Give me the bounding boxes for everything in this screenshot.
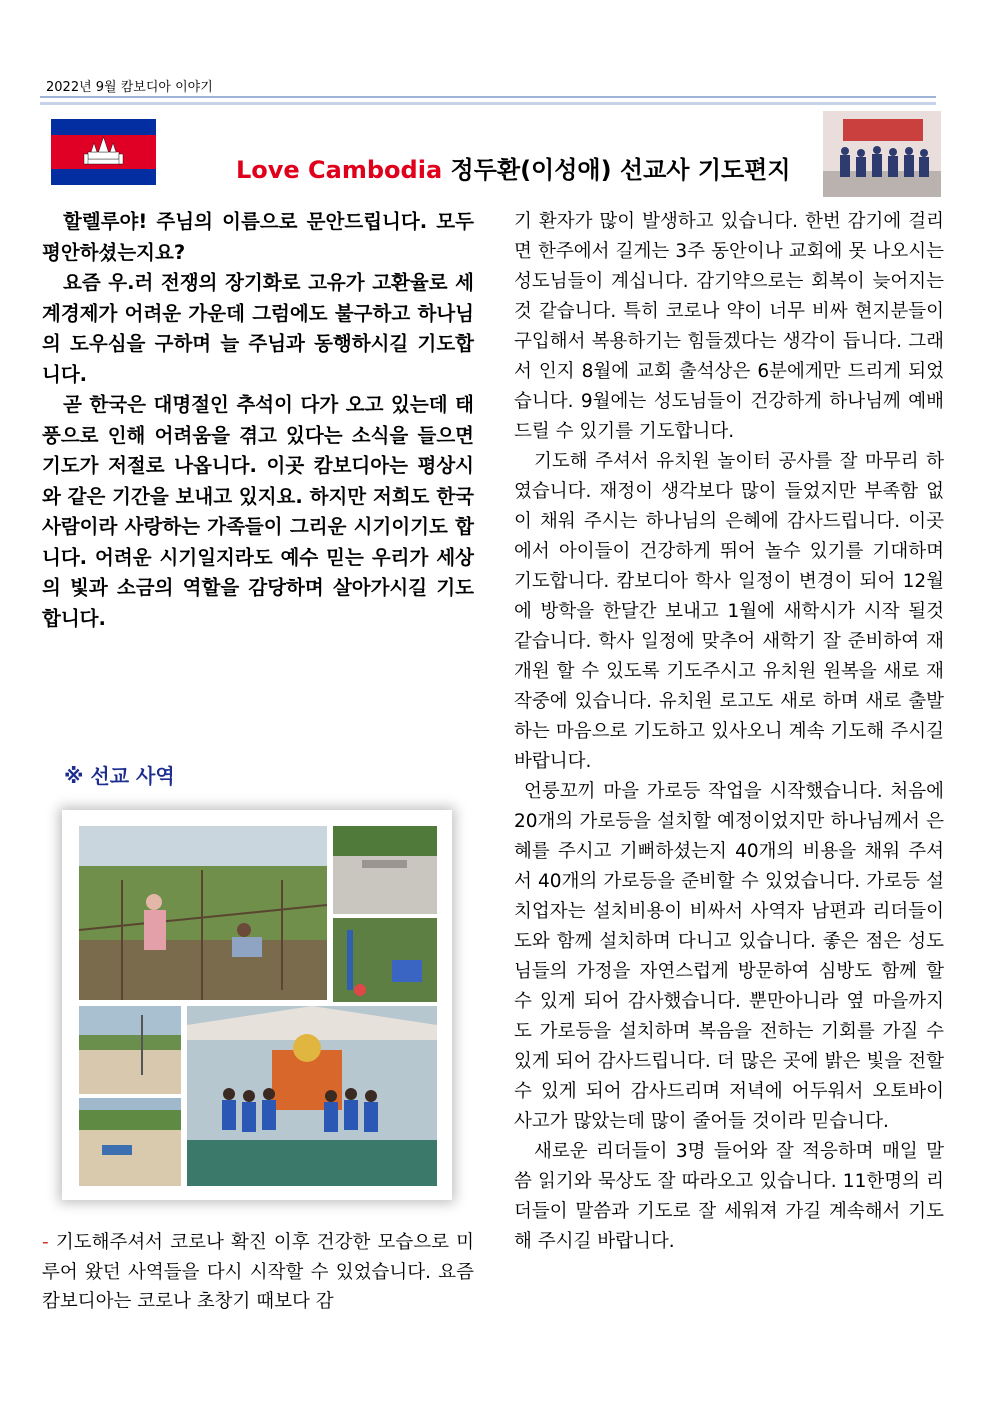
body-paragraph: 기도해 주셔서 유치원 놀이터 공사를 잘 마무리 하였습니다. 재정이 생각보다 많이 들었지만 부족함 없이 채워 주시는 하나님의 은혜에 감사드립니다. 이곳에서 아이들이 건강하게 뛰어 놀수 있기를 기대하며 기도합니다. 캄보디아 학사 일정이 변경이 되어 12월에 방학을 한달간 보내고 1월에 새학시가 시작 될것 같습니다. 학사 일정에 맞추어 새학기 잘 준비하여 재개원 할 수 있도록 기도주시고 유치원 원복을 새로 재작중에 있습니다. 유치원 로고도 새로 하며 새로 출발하는 마음으로 기도하고 있사오니 계속 기도해 주시길 바랍니다. xyxy=(514,451,944,772)
body-paragraph: 곧 한국은 대명절인 추석이 다가 오고 있는데 태풍으로 인해 어려움을 겪고 있다는 소식을 들으면 기도가 저절로 나옵니다. 이곳 캄보디아는 평상시와 같은 기간을 보내고 있지요. 하지만 저희도 한국 사람이라 사랑하는 가족들이 그리운 시기이기도 합니다. 어려운 시기일지라도 예수 믿는 우리가 세상의 빛과 소금의 역할을 감당하며 살아가시길 기도합니다. xyxy=(42,393,474,630)
header-rule xyxy=(40,96,936,98)
section-title: ※ 선교 사역 xyxy=(64,764,175,788)
body-paragraph: 새로운 리더들이 3명 들어와 잘 적응하며 매일 말씀 읽기와 묵상도 잘 따라오고 있습니다. 11한명의 리더들이 말씀과 기도로 잘 세워져 가길 계속해서 기도해 주시길 바랍니다. xyxy=(514,1141,944,1252)
right-column xyxy=(514,207,944,1257)
header-rule-secondary xyxy=(40,102,936,105)
body-paragraph: 요즘 우.러 전쟁의 장기화로 고유가 고환율로 세계경제가 어려운 가운데 그럼에도 불구하고 하나님의 도우심을 구하며 늘 주님과 동행하시길 기도합니다. xyxy=(42,271,474,386)
caption-text: 기도해주셔서 코로나 확진 이후 건강한 모습으로 미루어 왔던 사역들을 다시 시작할 수 있었습니다. 요즘 캄보디아는 코로나 초창기 때보다 감 xyxy=(42,1232,474,1312)
caption-dash: - xyxy=(42,1232,56,1253)
header-date: 2022년 9월 캄보디아 이야기 xyxy=(46,80,213,95)
greeting-paragraph: 할렐루야! 주님의 이름으로 문안드립니다. 모두 평안하셨는지요? xyxy=(42,210,474,264)
body-paragraph: 언룽꼬끼 마을 가로등 작업을 시작했습니다. 처음에 20개의 가로등을 설치할 예정이었지만 하나님께서 은혜를 주시고 기뻐하셨는지 40개의 비용을 채워 주셔서 40개의 가로등을 준비할 수 있었습니다. 가로등 설치업자는 설치비용이 비싸서 사역자 남편과 리더들이 도와 함께 설치하며 다니고 있습니다. 좋은 점은 성도님들의 가정을 자연스럽게 방문하여 심방도 함께 할 수 있게 되어 감사했습니다. 뿐만아니라 옆 마을까지도 가로등을 설치하며 복음을 전하는 기회를 가질 수 있게 되어 감사드립니다. 더 많은 곳에 밝은 빛을 전할 수 있게 되어 감사드리며 저녁에 어두워서 오토바이 사고가 많았는데 많이 줄어들 것이라 믿습니다. xyxy=(514,781,944,1132)
cambodia-flag-icon xyxy=(51,119,156,185)
body-paragraph: 기 환자가 많이 발생하고 있습니다. 한번 감기에 걸리면 한주에서 길게는 3주 동안이나 교회에 못 나오시는 성도님들이 계십니다. 감기약으로는 회복이 늦어지는 것 같습니다. 특히 코로나 약이 너무 비싸 현지분들이 구입해서 복용하기는 힘들겠다는 생각이 듭니다. 그래서 인지 8월에 교회 출석상은 6분에게만 드리게 되었습니다. 9월에는 성도님들이 건강하게 하나님께 예배 드릴 수 있기를 기도합니다. xyxy=(514,211,944,442)
group-photo xyxy=(823,111,941,197)
ministry-photo-collage xyxy=(62,810,452,1200)
title-brand: Love Cambodia xyxy=(236,156,443,184)
photo-caption xyxy=(42,1228,474,1317)
left-column xyxy=(42,207,474,634)
title-text: 정두환(이성애) 선교사 기도편지 xyxy=(442,156,791,184)
letter-title xyxy=(236,150,791,185)
